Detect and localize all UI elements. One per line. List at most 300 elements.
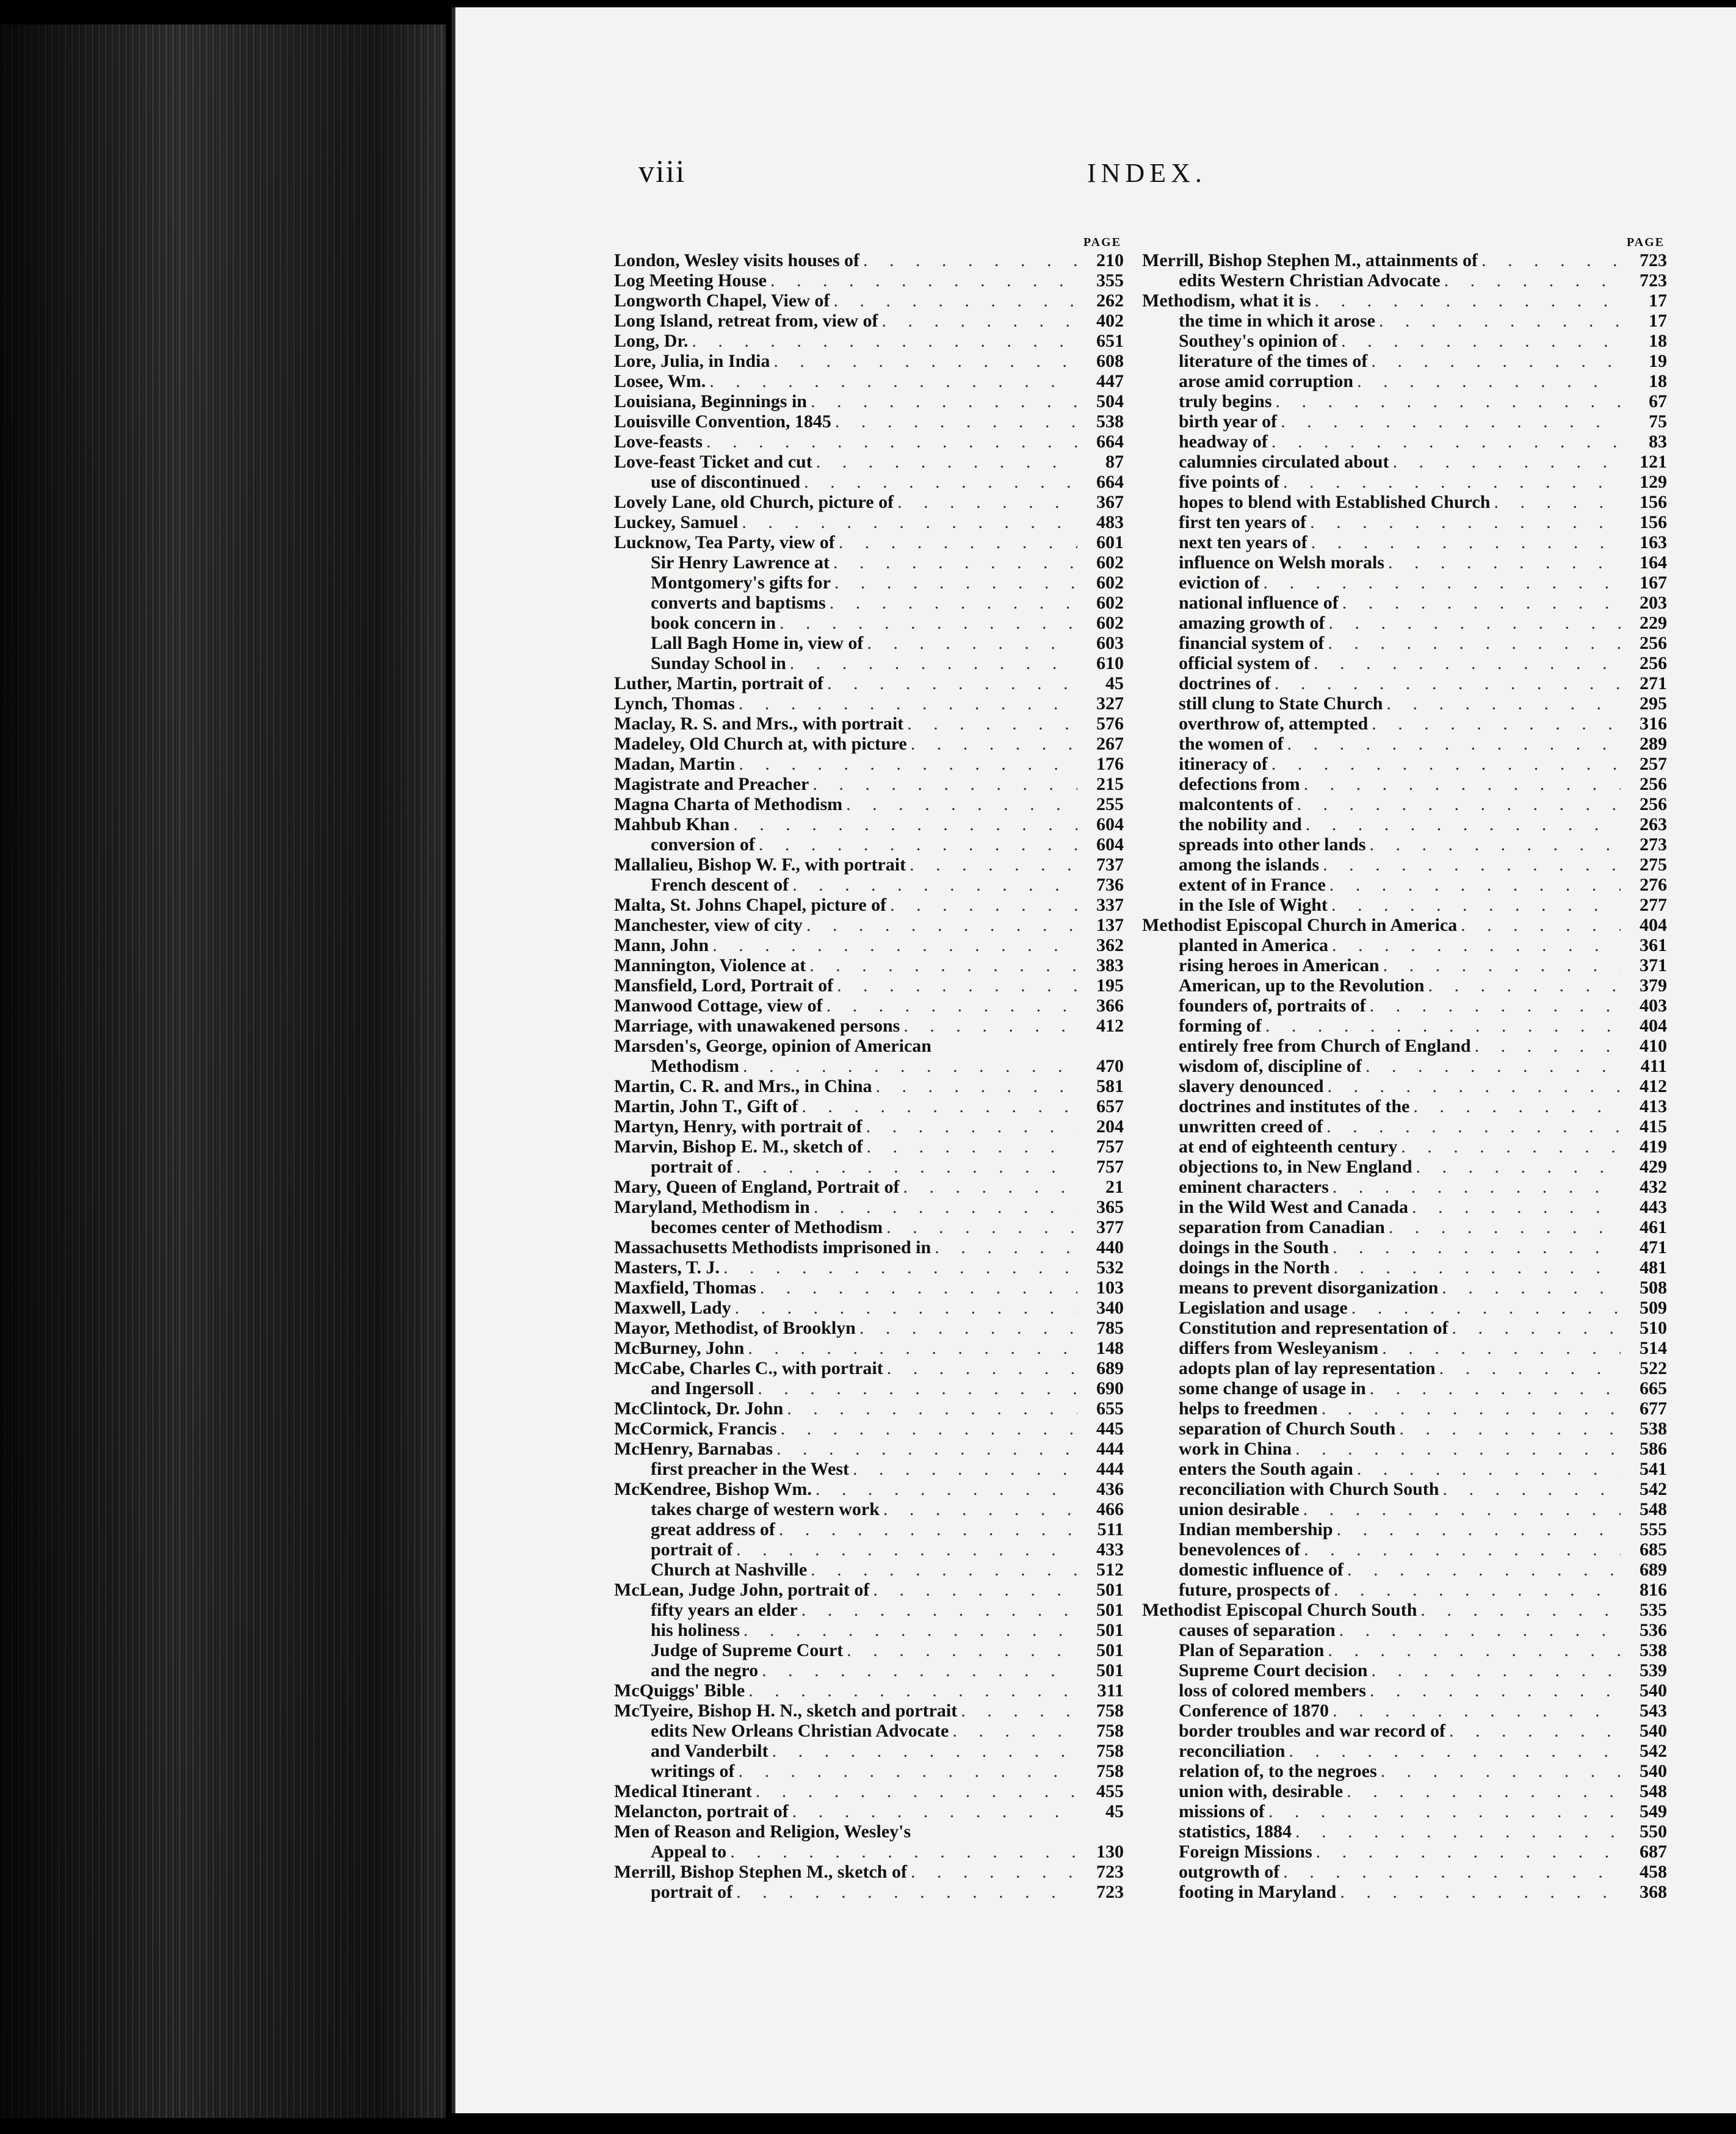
- index-entry-page: 604: [1096, 814, 1124, 834]
- index-entry: [1142, 1358, 1667, 1378]
- index-entry-text: next ten years of: [1179, 532, 1307, 552]
- index-entry: [614, 1237, 1124, 1257]
- index-entry: [614, 1600, 1124, 1620]
- index-entry-page: 538: [1640, 1419, 1667, 1439]
- dot-leader: [1367, 351, 1621, 371]
- dot-leader: [740, 1620, 1077, 1640]
- index-entry: [614, 1701, 1124, 1721]
- index-entry-text: Magistrate and Preacher: [614, 774, 809, 794]
- index-entry: [614, 1137, 1124, 1157]
- index-entry: [614, 633, 1124, 653]
- index-entry-page: 83: [1649, 432, 1667, 452]
- index-entry: [614, 1680, 1124, 1701]
- dot-leader: [1323, 1116, 1621, 1137]
- index-entry: [1142, 472, 1667, 492]
- index-entry-page: 316: [1640, 714, 1667, 734]
- dot-leader: [1383, 693, 1621, 714]
- index-entry-text: helps to freedmen: [1179, 1398, 1318, 1419]
- page-column-header: PAGE: [1083, 236, 1121, 249]
- dot-leader: [833, 975, 1077, 996]
- index-entry: [614, 975, 1124, 996]
- dot-leader: [872, 1076, 1077, 1096]
- index-entry-page: 371: [1640, 955, 1667, 975]
- dot-leader: [807, 391, 1077, 411]
- dot-leader: [931, 1237, 1077, 1257]
- index-entry-page: 481: [1640, 1257, 1667, 1278]
- dot-leader: [894, 492, 1077, 512]
- dot-leader: [1424, 975, 1621, 996]
- dot-leader: [883, 1217, 1077, 1237]
- index-entry-page: 18: [1649, 331, 1667, 351]
- index-entry: [614, 1499, 1124, 1519]
- dot-leader: [1375, 311, 1621, 331]
- index-entry: [1142, 371, 1667, 391]
- dot-leader: [729, 814, 1077, 834]
- index-entry-page: 455: [1096, 1781, 1124, 1801]
- dot-leader: [775, 1519, 1077, 1539]
- index-entry: [1142, 1298, 1667, 1318]
- dot-leader: [1337, 331, 1621, 351]
- dot-leader: [823, 673, 1077, 693]
- index-entry-text: reconciliation with Church South: [1179, 1479, 1439, 1499]
- dot-leader: [1366, 1680, 1621, 1701]
- index-entry: [614, 1298, 1124, 1318]
- index-entry: [1142, 1036, 1667, 1056]
- dot-leader: [783, 1398, 1077, 1419]
- index-entry: [614, 673, 1124, 693]
- index-entry-text: Malta, St. Johns Chapel, picture of: [614, 895, 887, 915]
- dot-leader: [756, 1278, 1077, 1298]
- index-entry-text: Manchester, view of city: [614, 915, 803, 935]
- dot-leader: [798, 1096, 1077, 1116]
- index-entry-page: 610: [1096, 653, 1124, 673]
- dot-leader: [726, 1842, 1077, 1862]
- index-entry-text: statistics, 1884: [1179, 1821, 1292, 1842]
- dot-leader: [1319, 855, 1621, 875]
- index-entry-text: the women of: [1179, 734, 1284, 754]
- index-entry-text: border troubles and war record of: [1179, 1721, 1445, 1741]
- dot-leader: [1448, 1318, 1621, 1338]
- index-entry: [1142, 754, 1667, 774]
- index-entry-text: unwritten creed of: [1179, 1116, 1323, 1137]
- index-entry-page: 67: [1649, 391, 1667, 411]
- index-entry: [614, 1358, 1124, 1378]
- index-entry-text: Mahbub Khan: [614, 814, 730, 834]
- index-entry: [1142, 875, 1667, 895]
- index-entry: [1142, 653, 1667, 673]
- index-entry-text: birth year of: [1179, 411, 1278, 432]
- index-entry-text: Massachusetts Methodists imprisoned in: [614, 1237, 931, 1257]
- index-entry: [1142, 1419, 1667, 1439]
- dot-leader: [800, 472, 1077, 492]
- index-entry: [1142, 996, 1667, 1016]
- index-entry-text: Mayor, Methodist, of Brooklyn: [614, 1318, 856, 1338]
- index-entry-text: still clung to State Church: [1179, 693, 1383, 714]
- dot-leader: [1439, 1479, 1621, 1499]
- dot-leader: [789, 875, 1077, 895]
- index-entry-page: 295: [1640, 693, 1667, 714]
- index-entry: [614, 1801, 1124, 1821]
- running-head: [455, 154, 1736, 203]
- index-entry: [1142, 532, 1667, 552]
- index-entry: [614, 1016, 1124, 1036]
- index-entry-page: 18: [1649, 371, 1667, 391]
- index-entry-text: his holiness: [651, 1620, 740, 1640]
- index-entry: [1142, 311, 1667, 331]
- index-entry: [614, 411, 1124, 432]
- dot-leader: [789, 1801, 1077, 1821]
- index-entry: [614, 794, 1124, 814]
- index-entry-text: doctrines of: [1179, 673, 1271, 693]
- index-entry-text: Lynch, Thomas: [614, 693, 735, 714]
- index-entry: [1142, 1257, 1667, 1278]
- dot-leader: [1408, 1197, 1621, 1217]
- index-entry-page: 156: [1640, 492, 1667, 512]
- index-entry-page: 447: [1096, 371, 1124, 391]
- dot-leader: [1362, 1056, 1621, 1076]
- index-entry-text: Longworth Chapel, View of: [614, 291, 830, 311]
- index-entry-text: Magna Charta of Methodism: [614, 794, 843, 814]
- dot-leader: [1326, 875, 1621, 895]
- index-entry-text: McQuiggs' Bible: [614, 1680, 745, 1701]
- dot-leader: [957, 1701, 1077, 1721]
- index-entry: [1142, 250, 1667, 270]
- dot-leader: [842, 794, 1077, 814]
- dot-leader: [949, 1721, 1077, 1741]
- index-entry-page: 215: [1096, 774, 1124, 794]
- index-entry: [1142, 1721, 1667, 1741]
- index-entry-text: portrait of: [651, 1539, 733, 1560]
- dot-leader: [1318, 1398, 1621, 1419]
- index-entry: [1142, 895, 1667, 915]
- index-entry-page: 581: [1096, 1076, 1124, 1096]
- dot-leader: [770, 351, 1077, 371]
- index-entry-page: 723: [1096, 1862, 1124, 1882]
- dot-leader: [1417, 1600, 1621, 1620]
- index-entry-page: 501: [1096, 1660, 1124, 1680]
- dot-leader: [706, 371, 1077, 391]
- index-entry-page: 436: [1096, 1479, 1124, 1499]
- index-column-left: [614, 234, 1124, 1902]
- index-entry-text: entirely free from Church of England: [1179, 1036, 1471, 1056]
- index-entry-text: doings in the North: [1179, 1257, 1330, 1278]
- index-entry-text: French descent of: [651, 875, 789, 895]
- index-entry-page: 419: [1640, 1137, 1667, 1157]
- index-entry-text: Lucknow, Tea Party, view of: [614, 532, 835, 552]
- index-entry-page: 555: [1640, 1519, 1667, 1539]
- dot-leader: [1293, 794, 1621, 814]
- index-entry: [614, 1721, 1124, 1741]
- dot-leader: [786, 653, 1077, 673]
- index-entry: [1142, 834, 1667, 855]
- index-entry: [614, 1620, 1124, 1640]
- index-entry: [1142, 935, 1667, 955]
- dot-leader: [1395, 1419, 1621, 1439]
- index-entry-text: truly begins: [1179, 391, 1272, 411]
- index-entry: [614, 1378, 1124, 1398]
- index-entry: [614, 311, 1124, 331]
- index-entry-page: 536: [1640, 1620, 1667, 1640]
- index-entry: [614, 512, 1124, 532]
- index-entry: [614, 1459, 1124, 1479]
- index-entry: [614, 1560, 1124, 1580]
- dot-leader: [776, 613, 1077, 633]
- index-entry-page: 471: [1640, 1237, 1667, 1257]
- dot-leader: [1378, 1338, 1621, 1358]
- index-entry: [1142, 693, 1667, 714]
- index-entry: [1142, 1459, 1667, 1479]
- index-entry-text: converts and baptisms: [651, 593, 826, 613]
- index-entry-page: 45: [1105, 1801, 1124, 1821]
- index-entry-text: Legislation and usage: [1179, 1298, 1348, 1318]
- dot-leader: [1348, 1298, 1621, 1318]
- index-entry-text: Indian membership: [1179, 1519, 1333, 1539]
- index-entry-text: fifty years an elder: [651, 1600, 798, 1620]
- index-entry: [614, 1519, 1124, 1539]
- index-entry: [1142, 814, 1667, 834]
- dot-leader: [903, 714, 1077, 734]
- index-entry-text: Madeley, Old Church at, with picture: [614, 734, 907, 754]
- index-entry-page: 103: [1096, 1278, 1124, 1298]
- index-entry-text: first preacher in the West: [651, 1459, 849, 1479]
- index-entry-page: 664: [1096, 472, 1124, 492]
- index-entry: [614, 472, 1124, 492]
- index-entry-text: Merrill, Bishop Stephen M., attainments of: [1142, 250, 1478, 270]
- dot-leader: [777, 1419, 1077, 1439]
- dot-leader: [1329, 1237, 1621, 1257]
- index-entry-page: 501: [1096, 1600, 1124, 1620]
- index-entry: [1142, 1600, 1667, 1620]
- index-entry-text: Long Island, retreat from, view of: [614, 311, 878, 331]
- index-entry-text: Marsden's, George, opinion of American: [614, 1036, 931, 1056]
- index-entry: [1142, 855, 1667, 875]
- index-entry: [614, 1539, 1124, 1560]
- index-entry-text: McTyeire, Bishop H. N., sketch and portrait: [614, 1701, 958, 1721]
- index-entry-text: financial system of: [1179, 633, 1325, 653]
- index-entry-text: loss of colored members: [1179, 1680, 1366, 1701]
- dot-leader: [1284, 734, 1621, 754]
- index-entry: [1142, 633, 1667, 653]
- index-entry-text: Mallalieu, Bishop W. F., with portrait: [614, 855, 906, 875]
- index-entry-text: separation of Church South: [1179, 1419, 1396, 1439]
- index-entry-text: causes of separation: [1179, 1620, 1336, 1640]
- dot-leader: [830, 291, 1077, 311]
- dot-leader: [739, 1056, 1077, 1076]
- dot-leader: [1336, 1882, 1621, 1902]
- dot-leader: [1292, 1821, 1621, 1842]
- index-entry-text: Foreign Missions: [1179, 1842, 1312, 1862]
- index-entry: [1142, 1116, 1667, 1137]
- index-entry-page: 501: [1096, 1620, 1124, 1640]
- dot-leader: [773, 1439, 1077, 1459]
- index-entry-text: future, prospects of: [1179, 1580, 1331, 1600]
- index-entry-page: 602: [1096, 573, 1124, 593]
- index-entry: [1142, 1560, 1667, 1580]
- index-entry-page: 687: [1640, 1842, 1667, 1862]
- dot-leader: [1436, 1358, 1621, 1378]
- index-entry-page: 736: [1096, 875, 1124, 895]
- index-entry: [614, 1076, 1124, 1096]
- index-entry-page: 690: [1096, 1378, 1124, 1398]
- index-entry: [1142, 1519, 1667, 1539]
- dot-leader: [735, 754, 1077, 774]
- index-entry-text: adopts plan of lay representation: [1179, 1358, 1436, 1378]
- dot-leader: [1311, 291, 1621, 311]
- index-entry-page: 45: [1105, 673, 1124, 693]
- dot-leader: [1441, 270, 1621, 291]
- index-entry-page: 757: [1096, 1137, 1124, 1157]
- dot-leader: [732, 1882, 1077, 1902]
- index-entry: [1142, 1338, 1667, 1358]
- index-entry-text: Long, Dr.: [614, 331, 689, 351]
- dot-leader: [886, 895, 1077, 915]
- index-entry: [1142, 411, 1667, 432]
- index-entry-text: Masters, T. J.: [614, 1257, 720, 1278]
- index-entry-text: hopes to blend with Established Church: [1179, 492, 1491, 512]
- index-entry-text: calumnies circulated about: [1179, 452, 1389, 472]
- index-entry: [614, 573, 1124, 593]
- index-entry: [1142, 291, 1667, 311]
- dot-leader: [1328, 895, 1621, 915]
- index-entry: [1142, 774, 1667, 794]
- index-entry-text: Methodist Episcopal Church South: [1142, 1600, 1417, 1620]
- index-entry: [1142, 1439, 1667, 1459]
- index-entry: [614, 915, 1124, 935]
- index-entry-page: 129: [1640, 472, 1667, 492]
- index-entry-page: 542: [1640, 1479, 1667, 1499]
- index-entry-text: relation of, to the negroes: [1179, 1761, 1377, 1781]
- dot-leader: [907, 1862, 1077, 1882]
- dot-leader: [735, 693, 1077, 714]
- index-entry-page: 164: [1640, 552, 1667, 573]
- index-entry-page: 367: [1096, 492, 1124, 512]
- index-entry-page: 445: [1096, 1419, 1124, 1439]
- index-entry-text: Martin, C. R. and Mrs., in China: [614, 1076, 872, 1096]
- dot-leader: [1279, 1862, 1621, 1882]
- dot-leader: [1271, 673, 1621, 693]
- index-entry: [1142, 1076, 1667, 1096]
- index-entry: [614, 250, 1124, 270]
- dot-leader: [849, 1459, 1077, 1479]
- index-entry-text: McLean, Judge John, portrait of: [614, 1580, 870, 1600]
- index-entry-text: Merrill, Bishop Stephen M., sketch of: [614, 1862, 907, 1882]
- index-entry: [1142, 1177, 1667, 1197]
- index-entry-text: defections from: [1179, 774, 1300, 794]
- index-entry-text: spreads into other lands: [1179, 834, 1366, 855]
- index-entry-text: book concern in: [651, 613, 776, 633]
- index-entry-text: enters the South again: [1179, 1459, 1353, 1479]
- index-entry-page: 723: [1096, 1882, 1124, 1902]
- index-entry-page: 403: [1640, 996, 1667, 1016]
- index-entry-text: Medical Itinerant: [614, 1781, 752, 1801]
- dot-leader: [863, 1137, 1077, 1157]
- index-entry: [1142, 1197, 1667, 1217]
- index-entry-page: 130: [1096, 1842, 1124, 1862]
- index-entry-page: 87: [1105, 452, 1124, 472]
- index-entry-page: 256: [1640, 653, 1667, 673]
- index-entry-text: reconciliation: [1179, 1741, 1286, 1761]
- dot-leader: [883, 1358, 1077, 1378]
- dot-leader: [1307, 532, 1621, 552]
- dot-leader: [1268, 432, 1621, 452]
- index-entry-page: 21: [1105, 1177, 1124, 1197]
- index-entry-text: McHenry, Barnabas: [614, 1439, 773, 1459]
- index-entry-page: 689: [1640, 1560, 1667, 1580]
- index-entry-page: 758: [1096, 1741, 1124, 1761]
- index-entry: [614, 1821, 1124, 1842]
- index-entry-page: 603: [1096, 633, 1124, 653]
- index-entry: [1142, 1821, 1667, 1842]
- index-entry-text: outgrowth of: [1179, 1862, 1280, 1882]
- index-entry-text: edits New Orleans Christian Advocate: [651, 1721, 949, 1741]
- index-entry-page: 664: [1096, 432, 1124, 452]
- dot-leader: [738, 512, 1077, 532]
- index-entry-page: 816: [1640, 1580, 1667, 1600]
- index-entry-page: 443: [1640, 1197, 1667, 1217]
- index-entry-page: 539: [1640, 1660, 1667, 1680]
- index-entry: [614, 774, 1124, 794]
- index-entry-text: great address of: [651, 1519, 775, 1539]
- dot-leader: [810, 1197, 1077, 1217]
- index-entry-text: doings in the South: [1179, 1237, 1329, 1257]
- index-column-right: [1142, 234, 1667, 1902]
- dot-leader: [1366, 996, 1621, 1016]
- dot-leader: [744, 1338, 1077, 1358]
- index-entry: [1142, 613, 1667, 633]
- index-entry-page: 256: [1640, 774, 1667, 794]
- index-entry: [614, 1862, 1124, 1882]
- index-entry-page: 340: [1096, 1298, 1124, 1318]
- index-entry-text: benevolences of: [1179, 1539, 1301, 1560]
- dot-leader: [688, 331, 1077, 351]
- index-entry-page: 602: [1096, 552, 1124, 573]
- dot-leader: [1330, 1580, 1621, 1600]
- index-entry-page: 17: [1649, 311, 1667, 331]
- index-entry-text: Appeal to: [651, 1842, 727, 1862]
- index-entry: [1142, 270, 1667, 291]
- index-entry-page: 785: [1096, 1318, 1124, 1338]
- index-entry-page: 514: [1640, 1338, 1667, 1358]
- index-entry-text: forming of: [1179, 1016, 1262, 1036]
- index-entry: [614, 653, 1124, 673]
- index-entry-page: 368: [1640, 1882, 1667, 1902]
- index-entry-text: slavery denounced: [1179, 1076, 1324, 1096]
- index-entry-page: 412: [1640, 1076, 1667, 1096]
- index-entry-page: 542: [1640, 1741, 1667, 1761]
- index-entry-text: separation from Canadian: [1179, 1217, 1385, 1237]
- dot-leader: [1343, 1781, 1621, 1801]
- index-entry-page: 355: [1096, 270, 1124, 291]
- index-entry: [1142, 673, 1667, 693]
- index-entry: [1142, 1137, 1667, 1157]
- index-entry-text: Lall Bagh Home in, view of: [651, 633, 864, 653]
- index-entry: [614, 1439, 1124, 1459]
- index-entry-page: 148: [1096, 1338, 1124, 1358]
- dot-leader: [767, 270, 1077, 291]
- index-entry: [614, 1318, 1124, 1338]
- index-entry-page: 509: [1640, 1298, 1667, 1318]
- index-entry-text: Mansfield, Lord, Portrait of: [614, 975, 834, 996]
- index-entry-text: some change of usage in: [1179, 1378, 1366, 1398]
- dot-leader: [1325, 613, 1621, 633]
- index-entry-page: 432: [1640, 1177, 1667, 1197]
- dot-leader: [1310, 653, 1621, 673]
- index-entry-page: 415: [1640, 1116, 1667, 1137]
- index-entry-page: 337: [1096, 895, 1124, 915]
- dot-leader: [1438, 1278, 1621, 1298]
- index-entry-text: rising heroes in American: [1179, 955, 1380, 975]
- index-entry-page: 538: [1640, 1640, 1667, 1660]
